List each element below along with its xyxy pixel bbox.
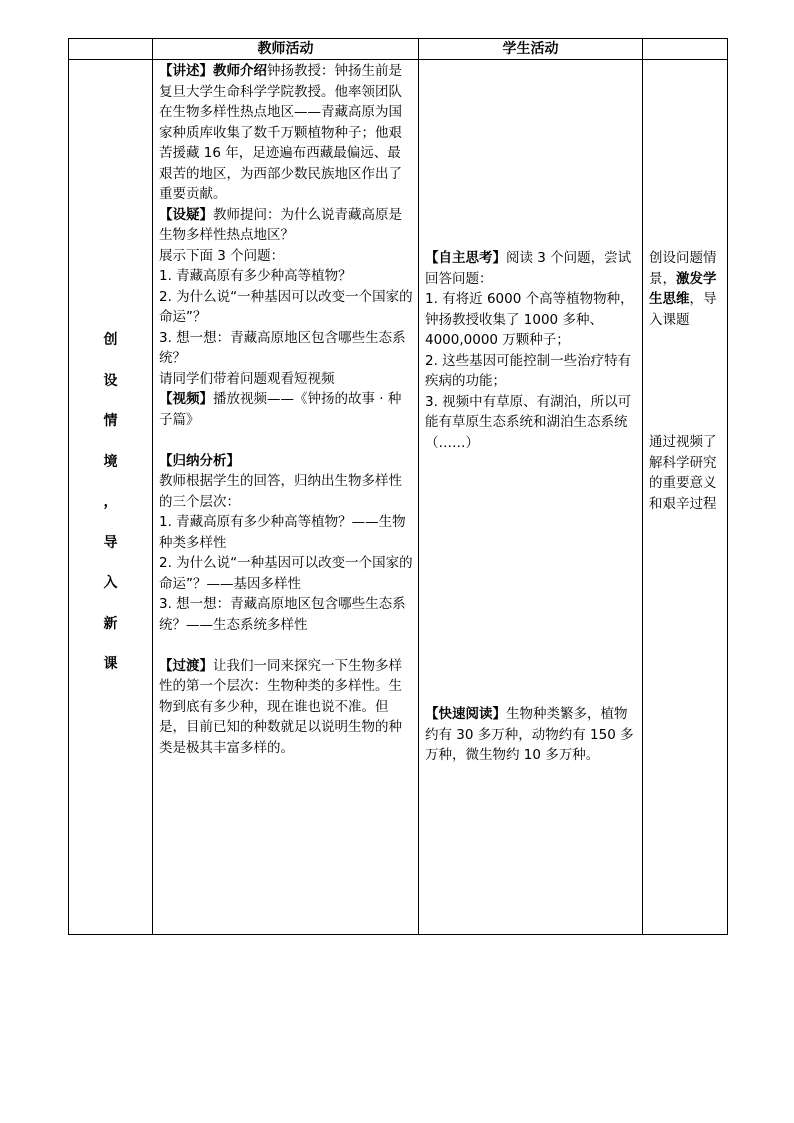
- think-paragraph: [425, 248, 638, 289]
- intent-1-text: 创设问题情景，: [649, 250, 717, 287]
- transition-tag: 【过渡】: [159, 657, 213, 674]
- header-design-intent: [643, 39, 728, 60]
- video-text: 播放视频——《钟扬的故事 · 种子篇》: [159, 391, 402, 428]
- header-row: [69, 39, 728, 60]
- intro-bold: 教师介绍: [213, 63, 267, 79]
- header-teacher-activity: 教师活动: [153, 39, 419, 60]
- transition-text: 让我们一同来探究一下生物多样性的第一个层次：生物种类的多样性。生物到底有多少种，现在谁也说不准。但是，目前已知的种数就足以说明生物的种类是极其丰富多样的。: [159, 657, 402, 756]
- spacer: [159, 430, 414, 451]
- question-text: 教师提问：为什么说青藏高原是生物多样性热点地区？: [159, 206, 402, 243]
- answer-2: 2. 这些基因可能控制一些治疗特有疾病的功能；: [425, 352, 632, 389]
- lesson-plan-table: [68, 38, 728, 935]
- stage-label: [69, 330, 152, 695]
- design-intent-cell: [643, 60, 728, 935]
- spacer: [159, 635, 414, 656]
- quick-reading-block: [419, 704, 642, 766]
- stage-char: 入: [103, 575, 118, 591]
- question-3: 3. 想一想：青藏高原地区包含哪些生态系统？: [159, 329, 406, 366]
- teacher-activity-cell: [153, 60, 419, 935]
- teacher-activity-text: [153, 60, 418, 758]
- answer-3: 3. 视频中有草原、有湖泊，所以可能有草原生态系统和湖泊生态系统（……）: [425, 393, 632, 451]
- read-tag: 【快速阅读】: [425, 706, 506, 722]
- intent-1-tail: ，导入课题: [649, 291, 717, 328]
- summary-text: 教师根据学生的回答，归纳出生物多样性的三个层次：: [159, 473, 402, 510]
- stage-cell: [69, 60, 153, 935]
- stage-char: 导: [103, 534, 118, 551]
- watch-instruction: 请同学们带着问题观看短视频: [159, 370, 335, 387]
- question-paragraph: [159, 205, 414, 246]
- stage-char: 情: [103, 413, 118, 429]
- stage-char: 境: [103, 453, 118, 470]
- question-2: 2. 为什么说“一种基因可以改变一个国家的命运”？: [159, 288, 413, 325]
- question-1: 1. 青藏高原有多少种高等植物？: [159, 268, 352, 284]
- summary-2: 2. 为什么说“一种基因可以改变一个国家的命运”？——基因多样性: [159, 555, 413, 592]
- stage-char: ，: [103, 494, 118, 510]
- video-paragraph: [159, 389, 414, 430]
- intent-2: 通过视频了解科学研究的重要意义和艰辛过程: [649, 434, 717, 512]
- stage-char: 创: [103, 332, 118, 348]
- read-paragraph: [425, 704, 638, 766]
- intent-1-bold: 激发学生思维: [649, 270, 717, 307]
- header-stage: [69, 39, 153, 60]
- read-text: 生物种类繁多，植物约有 30 多万种，动物约有 150 多万种，微生物约 10 多万种。: [425, 706, 634, 763]
- header-student-activity: 学生活动: [419, 39, 643, 60]
- summary-tag: 【归纳分析】: [159, 452, 240, 469]
- stage-char: 课: [103, 656, 118, 672]
- answer-1: 1. 有将近 6000 个高等植物物种，钟扬教授收集了 1000 多种、4000,0000 万颗种子；: [425, 291, 634, 348]
- intro-text: 钟扬教授：钟扬生前是复旦大学生命科学学院教授。他率领团队在生物多样性热点地区——青藏高原为国家种质库收集了数千万颗植物种子；他艰苦援藏 16 年，足迹遍布西藏最偏远、最艰苦的地区，为西部少数民族地区作出了重要贡献。: [159, 63, 402, 202]
- intro-paragraph: [159, 61, 414, 205]
- summary-3: 3. 想一想：青藏高原地区包含哪些生态系统？——生态系统多样性: [159, 596, 406, 633]
- summary-1: 1. 青藏高原有多少种高等植物？——生物种类多样性: [159, 514, 406, 551]
- student-activity-cell: [419, 60, 643, 935]
- stage-char: 新: [103, 615, 118, 632]
- intent-1: [643, 248, 727, 330]
- think-tag: 【自主思考】: [425, 250, 506, 266]
- question-tag: 【设疑】: [159, 206, 213, 223]
- transition-paragraph: [159, 656, 414, 759]
- intro-tag: 【讲述】: [159, 63, 213, 79]
- video-tag: 【视频】: [159, 391, 213, 407]
- think-text: 阅读 3 个问题，尝试回答问题：: [425, 250, 632, 287]
- show-questions: 展示下面 3 个问题：: [159, 247, 285, 264]
- self-thinking-block: [419, 248, 642, 453]
- content-row: [69, 60, 728, 935]
- stage-char: 设: [103, 372, 118, 389]
